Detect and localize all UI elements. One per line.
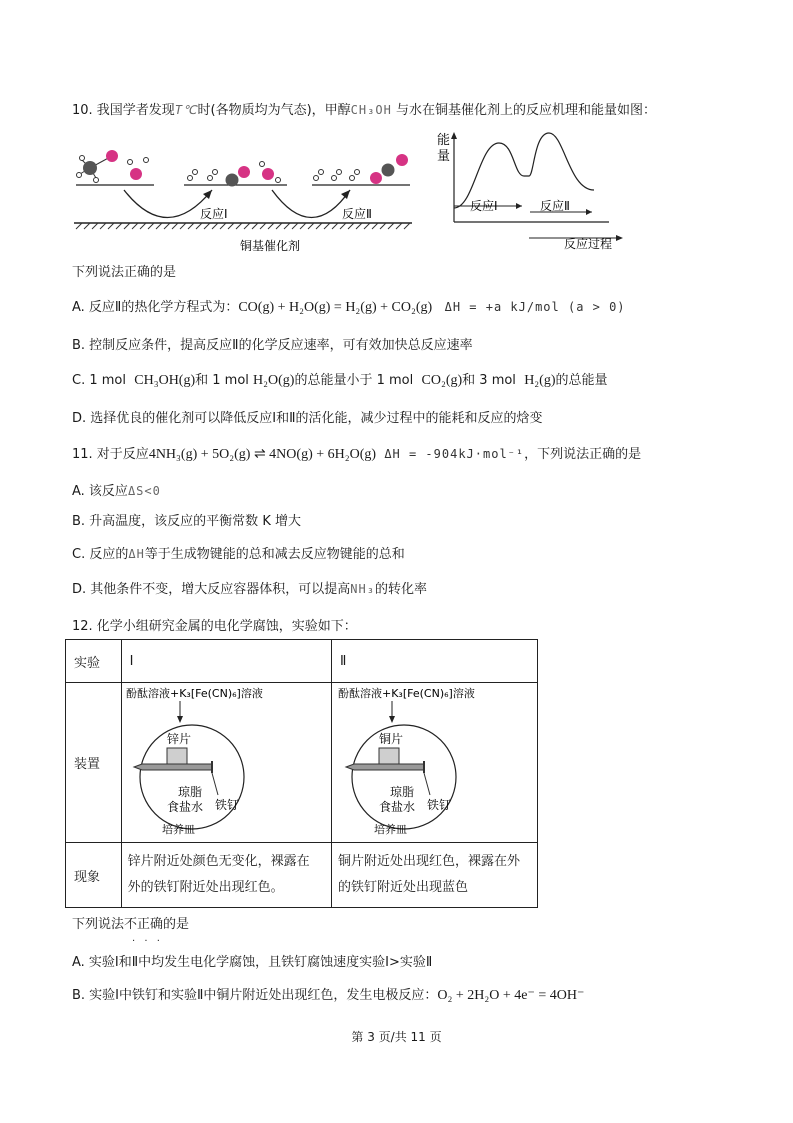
- phenomenon-exp1: 锌片附近处颜色无变化，裸露在 外的铁钉附近处出现红色。: [121, 843, 331, 908]
- energy-axis-label-2: 量: [437, 149, 451, 164]
- energy-reaction-1-label: 反应Ⅰ: [470, 199, 498, 213]
- q10-option-a[interactable]: A. 反应Ⅱ的热化学方程式为：CO(g) + H₂O(g) = H₂(g) + CO₂(g) ΔH = +a kJ/mol (a > 0): [72, 300, 626, 315]
- emphasis-dots: · · ·: [132, 936, 163, 947]
- q10-option-d[interactable]: D. 选择优良的催化剂可以降低反应Ⅰ和Ⅱ的活化能，减少过程中的能耗和反应的焓变: [72, 411, 543, 426]
- table-header-exp2: Ⅱ: [332, 640, 538, 683]
- solution-label-1: 酚酞溶液+K₃[Fe(CN)₆]溶液: [125, 687, 263, 700]
- q11-option-d[interactable]: D. 其他条件不变，增大反应容器体积，可以提高NH₃的转化率: [72, 582, 427, 597]
- apparatus-exp1: [122, 683, 322, 838]
- q10-energy-diagram: [434, 128, 634, 253]
- q11-stem: 11. 对于反应4NH₃(g) + 5O₂(g) ⇌ 4NO(g) + 6H₂O(g) ΔH = -904kJ·mol⁻¹，下列说法正确的是: [72, 447, 642, 462]
- table-row-device-label: 装置: [66, 683, 122, 843]
- dish-label-2: 培养皿: [374, 823, 407, 836]
- q11-option-c[interactable]: C. 反应的ΔH等于生成物键能的总和减去反应物键能的总和: [72, 547, 405, 562]
- molecule-methanol: [77, 150, 119, 183]
- q10-mechanism-diagram: [72, 130, 417, 255]
- energy-axis-label-1: 能: [437, 133, 451, 148]
- q10-stem: 10. 我国学者发现T℃时(各物质均为气态)，甲醇CH₃OH 与水在铜基催化剂上的反应机理和能量如图：: [72, 103, 656, 118]
- dish-label-1: 培养皿: [161, 823, 195, 836]
- q10-question: 下列说法正确的是: [72, 265, 177, 280]
- nail-label-1: 铁钉: [214, 798, 239, 812]
- copper-plate-label: 铜片: [379, 732, 404, 746]
- table-row-phenomenon-label: 现象: [66, 843, 122, 908]
- q10-option-c[interactable]: C. 1 mol CH₃OH(g)和 1 mol H₂O(g)的总能量小于 1 mol CO₂(g)和 3 mol H₂(g)的总能量: [72, 373, 608, 388]
- q12-experiment-table: [65, 639, 538, 908]
- x-axis-label: 反应过程: [564, 237, 613, 251]
- q12-question: 下列说法不正确的是: [72, 917, 190, 932]
- q12-option-b[interactable]: B. 实验Ⅰ中铁钉和实验Ⅱ中铜片附近处出现红色，发生电极反应：O₂ + 2H₂O + 4e⁻ = 4OH⁻: [72, 988, 585, 1003]
- agar-label-1: 琼脂: [177, 785, 202, 799]
- molecule-group-2: [188, 162, 281, 187]
- brine-label-1: 食盐水: [166, 800, 203, 814]
- q11-option-a[interactable]: A. 该反应ΔS<0: [72, 484, 161, 499]
- q10-option-b[interactable]: B. 控制反应条件，提高反应Ⅱ的化学反应速率，可有效加快总反应速率: [72, 338, 473, 353]
- q12-option-a[interactable]: A. 实验Ⅰ和Ⅱ中均发生电化学腐蚀，且铁钉腐蚀速度实验Ⅰ>实验Ⅱ: [72, 955, 433, 970]
- energy-reaction-2-label: 反应Ⅱ: [540, 199, 570, 213]
- molecule-group-3: [314, 154, 409, 184]
- brine-label-2: 食盐水: [379, 800, 416, 814]
- apparatus-exp2: [332, 683, 537, 838]
- device-exp2-cell: [332, 683, 538, 843]
- agar-label-2: 琼脂: [390, 785, 415, 799]
- table-header-experiment: 实验: [66, 640, 122, 683]
- label-reaction-1: 反应Ⅰ: [200, 207, 228, 221]
- q11-option-b[interactable]: B. 升高温度，该反应的平衡常数 K 增大: [72, 514, 301, 529]
- table-header-exp1: Ⅰ: [121, 640, 331, 683]
- nail-label-2: 铁钉: [427, 798, 452, 812]
- zinc-plate-label: 锌片: [166, 732, 191, 746]
- solution-label-2: 酚酞溶液+K₃[Fe(CN)₆]溶液: [338, 687, 475, 700]
- page-footer: 第 3 页/共 11 页: [351, 1030, 442, 1044]
- phenomenon-exp2: 铜片附近处出现红色，裸露在外 的铁钉附近处出现蓝色: [332, 843, 538, 908]
- label-catalyst: 铜基催化剂: [240, 239, 301, 253]
- q12-stem: 12. 化学小组研究金属的电化学腐蚀，实验如下：: [72, 619, 357, 634]
- molecule-water-1: [128, 158, 149, 181]
- label-reaction-2: 反应Ⅱ: [342, 207, 372, 221]
- device-exp1-cell: [121, 683, 331, 843]
